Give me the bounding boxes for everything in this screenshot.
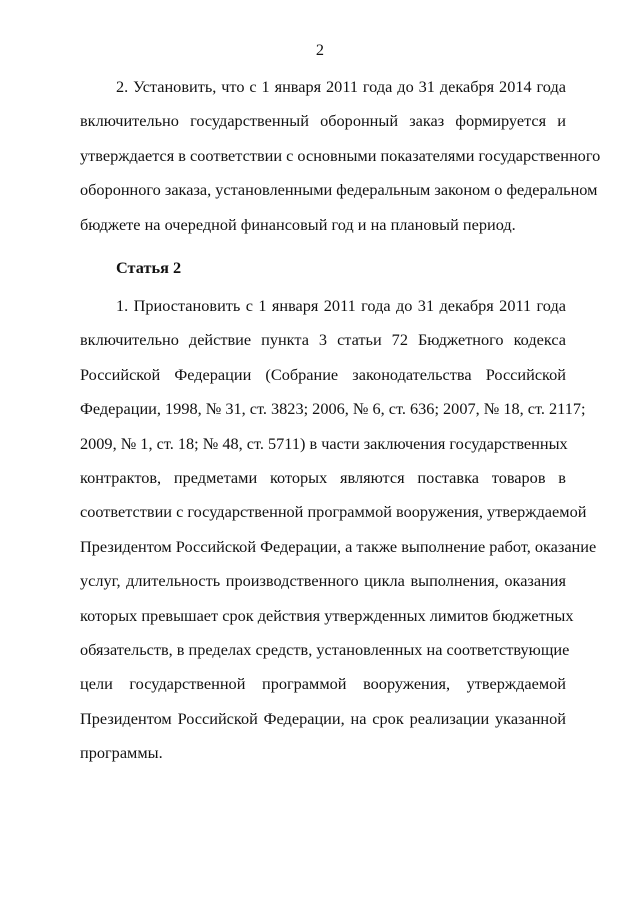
text-line: Российской Федерации (Собрание законодательства Российской: [80, 364, 566, 384]
text-line: обязательств, в пределах средств, установленных на соответствующие: [80, 639, 570, 659]
text-line: контрактов, предметами которых являются поставка товаров в: [80, 467, 566, 487]
text-line: цели государственной программой вооружения, утверждаемой: [80, 674, 566, 694]
text-line: бюджете на очередной финансовый год и на плановый период.: [80, 214, 516, 234]
text-line: оборонного заказа, установленными федеральным законом о федеральном: [80, 180, 598, 200]
text-line: 2. Установить, что с 1 января 2011 года до 31 декабря 2014 года: [116, 77, 566, 96]
paragraph-1: [80, 70, 601, 242]
text-line: программы.: [80, 743, 163, 763]
page-number: 2: [315, 40, 325, 59]
text-line: Федерации, 1998, № 31, ст. 3823; 2006, № 6, ст. 636; 2007, № 18, ст. 2117;: [80, 399, 586, 419]
text-line: 2009, № 1, ст. 18; № 48, ст. 5711) в части заключения государственных: [80, 433, 568, 453]
text-line: Президентом Российской Федерации, а также выполнение работ, оказание: [80, 536, 597, 556]
text-line: Президентом Российской Федерации, на срок реализации указанной: [80, 708, 566, 728]
text-line: соответствии с государственной программой вооружения, утверждаемой: [80, 502, 587, 522]
paragraph-2: [80, 289, 597, 770]
text-line: утверждается в соответствии с основными показателями государственного: [80, 145, 601, 165]
text-line: которых превышает срок действия утвержденных лимитов бюджетных: [80, 605, 574, 625]
text-line: услуг, длительность производственного цикла выполнения, оказания: [80, 571, 566, 591]
text-line: включительно действие пункта 3 статьи 72 Бюджетного кодекса: [80, 330, 566, 350]
text-line: 1. Приостановить с 1 января 2011 года до 31 декабря 2011 года: [116, 296, 566, 315]
article-heading: Статья 2: [116, 258, 182, 277]
text-line: включительно государственный оборонный заказ формируется и: [80, 111, 566, 131]
